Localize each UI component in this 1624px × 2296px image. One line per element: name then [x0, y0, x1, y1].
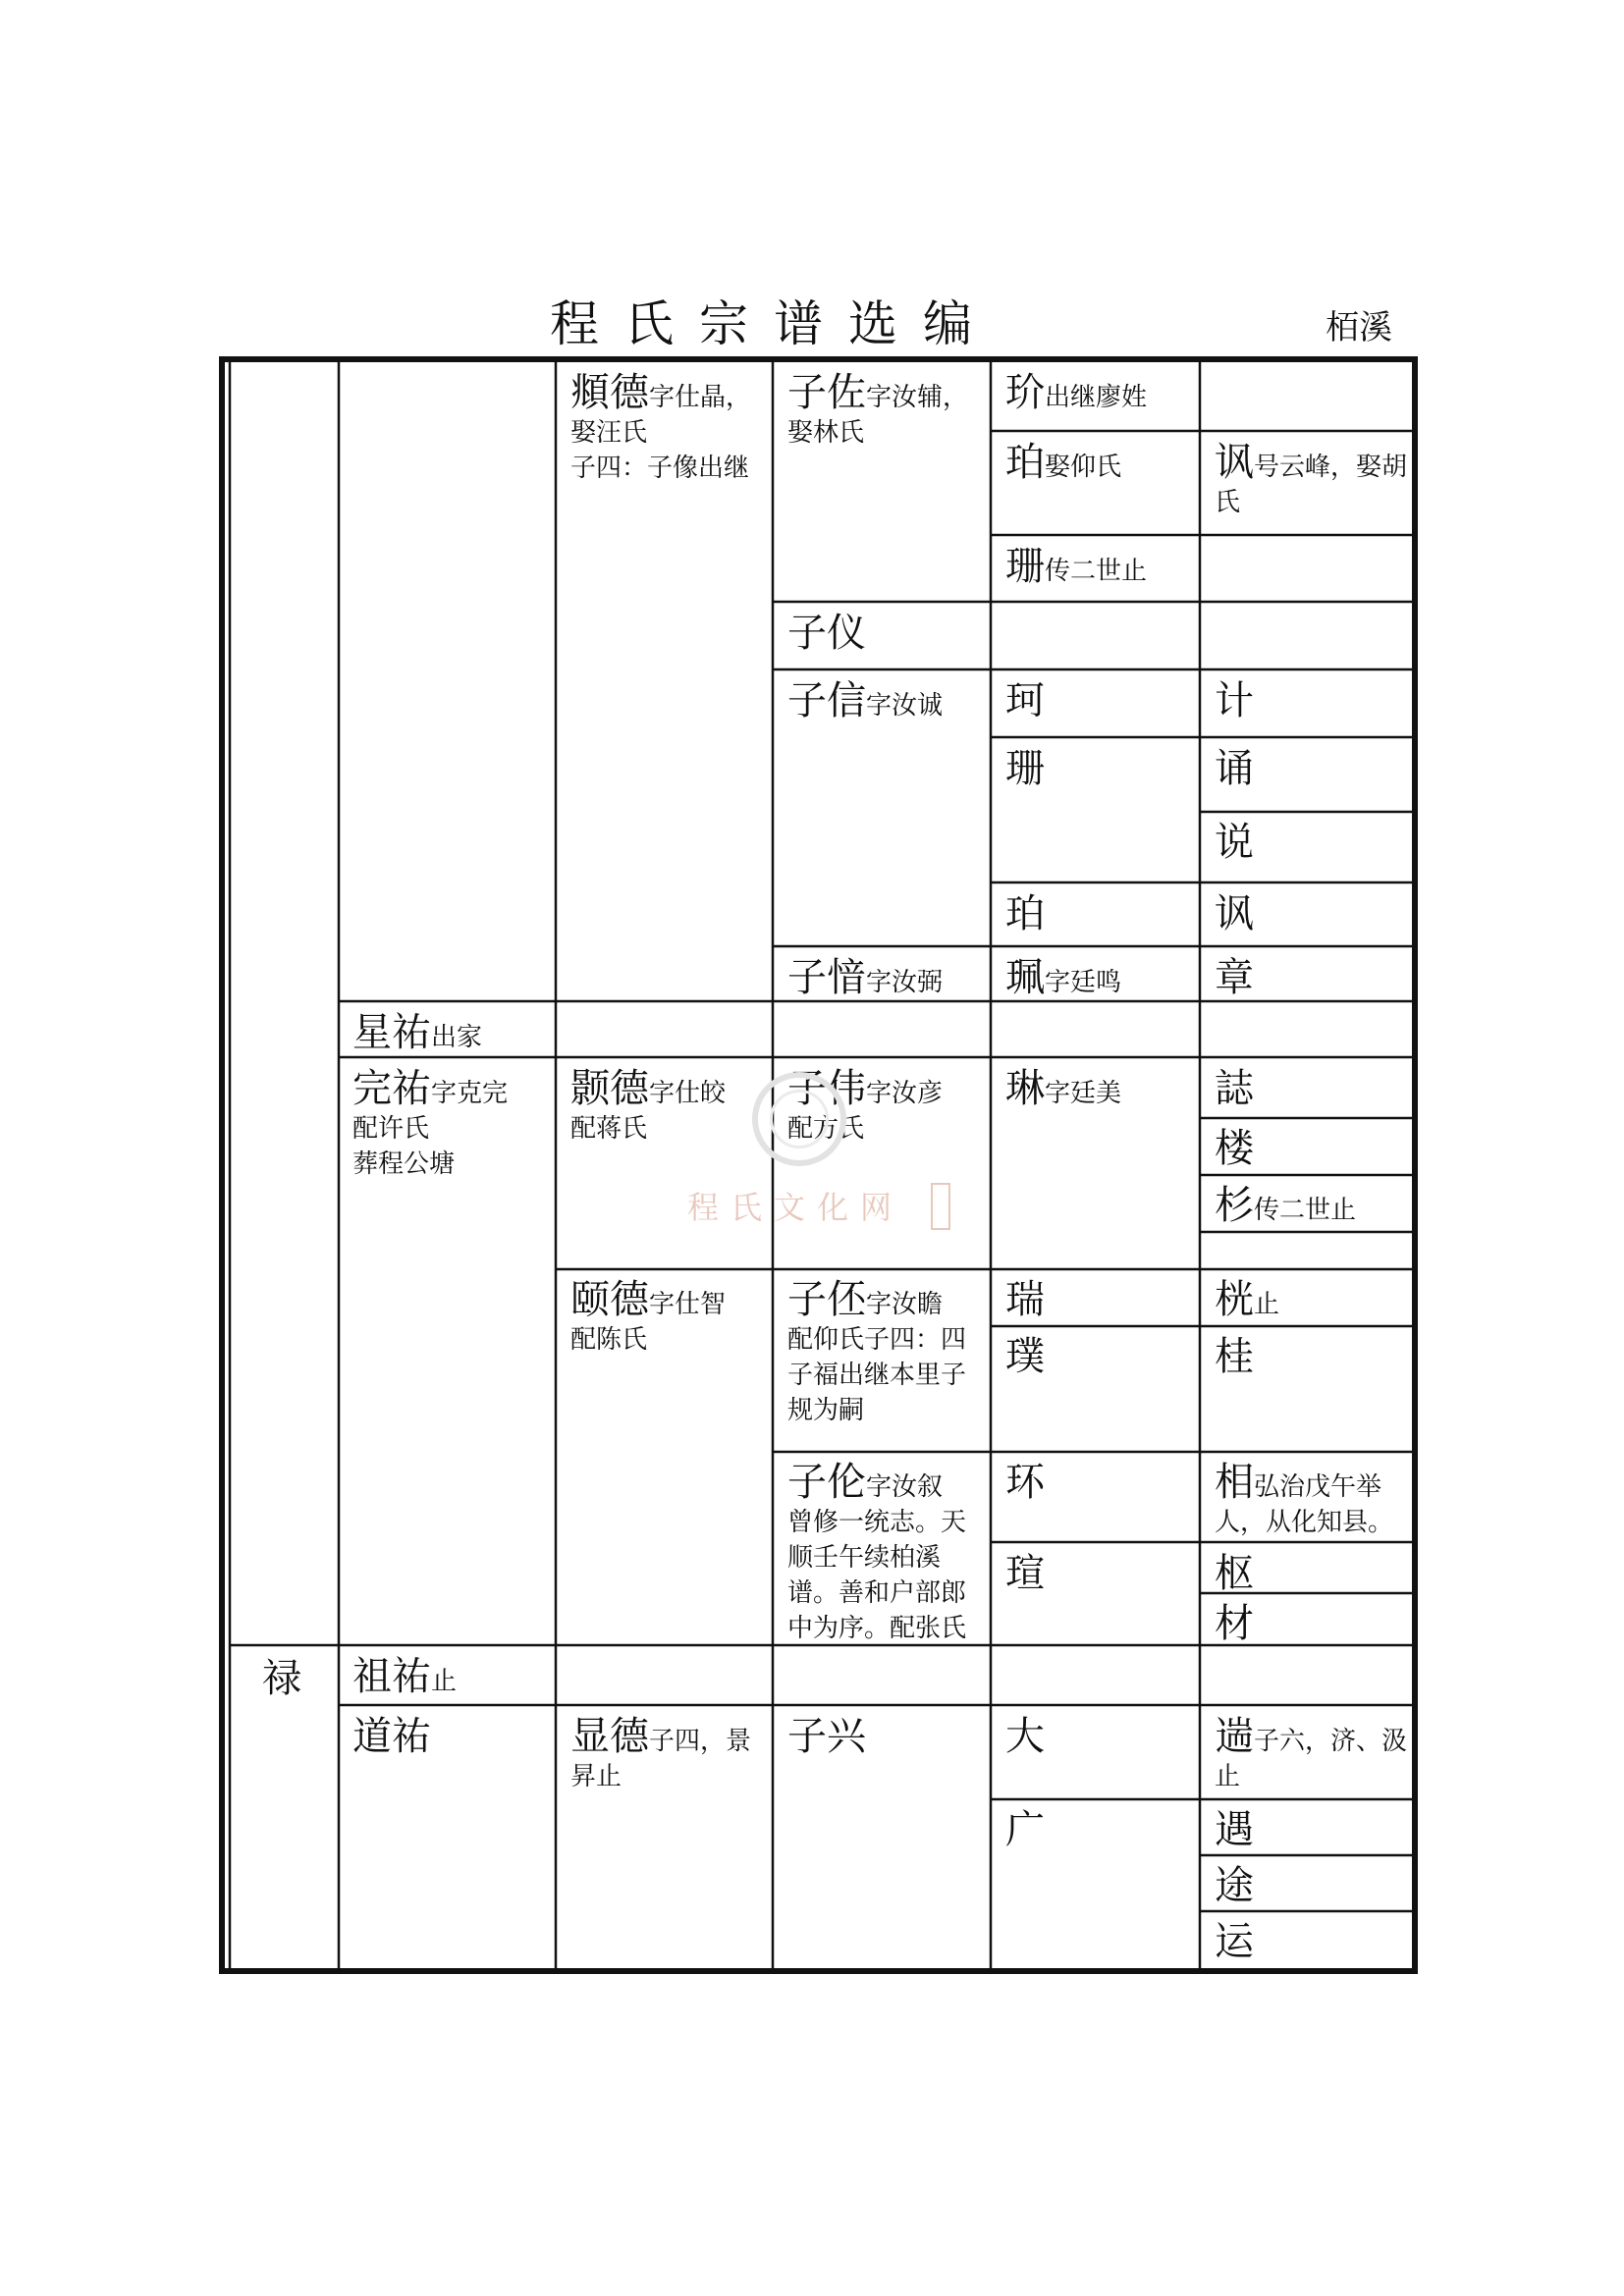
person-pu [1005, 1334, 1196, 1379]
person-wanyou [352, 1066, 549, 1182]
person-name: 遄 [1215, 1714, 1254, 1759]
person-lou [1215, 1126, 1407, 1171]
person-detail: 配方氏 [787, 1114, 865, 1144]
person-name: 桄 [1215, 1277, 1254, 1322]
person-name: 完祐 [352, 1066, 431, 1111]
person-feng-1 [1215, 440, 1407, 520]
person-ziyi [787, 611, 984, 656]
person-tu [1215, 1863, 1407, 1908]
person-detail: 配陈氏 [570, 1325, 648, 1355]
person-name: 章 [1215, 955, 1254, 1000]
person-zizuo [787, 370, 984, 451]
person-note: 出继廖姓 [1045, 383, 1148, 412]
person-name: 颐德 [570, 1277, 649, 1322]
person-name: 珀 [1005, 440, 1045, 485]
person-detail: 配许氏 葬程公塘 [352, 1114, 456, 1179]
watermark-stamp-icon [931, 1183, 950, 1230]
person-note: 字廷鸣 [1045, 968, 1122, 997]
person-note: 弘治戊午举人，从化知县。 [1215, 1472, 1394, 1537]
person-feng-2 [1215, 891, 1407, 936]
person-pinde [570, 370, 767, 486]
person-note: 字汝瞻 [866, 1290, 944, 1319]
person-name: 环 [1005, 1460, 1045, 1505]
person-yu [1215, 1807, 1407, 1852]
person-shan-1 [1005, 544, 1196, 589]
person-name: 大 [1005, 1714, 1045, 1759]
person-jie [1005, 370, 1196, 415]
person-name: 珀 [1005, 891, 1045, 936]
person-name: 子伦 [787, 1460, 866, 1505]
person-gui [1215, 1334, 1407, 1379]
person-yide [570, 1277, 767, 1358]
person-name: 诵 [1215, 746, 1254, 791]
person-note: 字汝叙 [866, 1472, 944, 1502]
person-name: 琳 [1005, 1066, 1045, 1111]
person-xiang [1215, 1460, 1407, 1540]
person-note: 子六，济、汲止 [1215, 1727, 1407, 1791]
person-detail: 配仰氏子四：四子福出继本里子规为嗣 [787, 1325, 967, 1425]
person-note: 字仕皎 [649, 1079, 727, 1108]
genealogy-table [219, 356, 1418, 1974]
branch-label-lu [262, 1656, 331, 1701]
person-shu [1215, 1551, 1407, 1596]
person-name: 桂 [1215, 1334, 1254, 1379]
person-detail: 娶汪氏 子四：子像出继 [570, 418, 750, 483]
person-name: 子伟 [787, 1066, 866, 1111]
person-zipi [787, 1277, 980, 1428]
person-note: 字汝彦 [866, 1079, 944, 1108]
person-name: 誌 [1215, 1066, 1254, 1111]
region-label: 栢溪 [1326, 308, 1392, 347]
person-name: 玠 [1005, 370, 1045, 415]
person-rui [1005, 1277, 1196, 1322]
person-name: 子仪 [787, 611, 866, 656]
person-po-2 [1005, 891, 1196, 936]
person-note: 字汝辅， [866, 383, 969, 412]
person-name: 星祐 [352, 1010, 431, 1055]
person-name: 广 [1005, 1807, 1045, 1852]
person-note: 字汝弼 [866, 968, 944, 997]
person-note: 字仕智 [649, 1290, 727, 1319]
person-name: 子愔 [787, 955, 866, 1000]
person-name: 珂 [1005, 678, 1045, 723]
person-duan [1215, 1714, 1407, 1794]
person-name: 子伾 [787, 1277, 866, 1322]
person-note: 止 [431, 1667, 458, 1696]
person-ziyin [787, 955, 984, 1000]
person-detail: 曾修一统志。天顺壬午续柏溪谱。善和户部郎中为序。配张氏 [787, 1508, 967, 1643]
person-name: 珊 [1005, 544, 1045, 589]
person-name: 子兴 [787, 1714, 866, 1759]
person-note: 号云峰，娶胡氏 [1215, 453, 1407, 517]
person-name: 运 [1215, 1919, 1254, 1964]
person-shan-2 [1005, 746, 1196, 791]
person-xingyou [352, 1010, 549, 1055]
person-name: 瑞 [1005, 1277, 1045, 1322]
person-zuyou [352, 1654, 549, 1699]
person-name: 材 [1215, 1601, 1254, 1646]
person-shanmu [1215, 1183, 1407, 1228]
person-zixing [787, 1714, 984, 1759]
person-name: 计 [1215, 678, 1254, 723]
person-note: 字廷美 [1045, 1079, 1122, 1108]
person-name: 枢 [1215, 1551, 1254, 1596]
person-zhi [1215, 1066, 1407, 1111]
person-detail: 配蒋氏 [570, 1114, 648, 1144]
person-note: 字克完 [431, 1079, 509, 1108]
person-name: 杉 [1215, 1183, 1254, 1228]
person-name: 璞 [1005, 1334, 1045, 1379]
person-name: 子信 [787, 678, 866, 723]
person-yun [1215, 1919, 1407, 1964]
person-name: 道祐 [352, 1714, 431, 1759]
person-da [1005, 1714, 1196, 1759]
person-name: 珮 [1005, 955, 1045, 1000]
person-detail: 娶林氏 [787, 418, 865, 448]
person-xiande [570, 1714, 767, 1794]
branch-name: 禄 [262, 1656, 301, 1701]
person-name: 途 [1215, 1863, 1254, 1908]
person-cai [1215, 1601, 1407, 1646]
person-name: 祖祐 [352, 1654, 431, 1699]
person-name: 遇 [1215, 1807, 1254, 1852]
person-name: 珊 [1005, 746, 1045, 791]
person-note: 传二世止 [1045, 557, 1148, 586]
person-note: 传二世止 [1254, 1196, 1357, 1225]
person-ji [1215, 678, 1407, 723]
person-guang-5 [1005, 1807, 1196, 1852]
person-po-1 [1005, 440, 1196, 485]
person-name: 頫德 [570, 370, 649, 415]
person-name: 楼 [1215, 1126, 1254, 1171]
person-daoyou [352, 1714, 549, 1759]
person-huan [1005, 1460, 1196, 1505]
person-name: 讽 [1215, 440, 1254, 485]
watermark-text: 程氏文化网 [687, 1189, 904, 1226]
person-name: 讽 [1215, 891, 1254, 936]
person-note: 子四，景昇止 [570, 1727, 752, 1791]
person-name: 说 [1215, 820, 1254, 865]
watermark-seal-icon [752, 1072, 846, 1166]
person-ke [1005, 678, 1196, 723]
person-guang-6 [1215, 1277, 1407, 1322]
person-pei [1005, 955, 1196, 1000]
person-note: 字仕晶， [649, 383, 752, 412]
person-name: 瑄 [1005, 1551, 1045, 1596]
person-zilun [787, 1460, 980, 1646]
person-note: 字汝诚 [866, 691, 944, 721]
person-name: 相 [1215, 1460, 1254, 1505]
page-title: 程氏宗谱选编 [550, 295, 998, 352]
person-zhang [1215, 955, 1407, 1000]
person-name: 显德 [570, 1714, 649, 1759]
person-song [1215, 746, 1407, 791]
person-name: 颢德 [570, 1066, 649, 1111]
person-hode [570, 1066, 767, 1147]
person-lin [1005, 1066, 1196, 1111]
person-shuo [1215, 820, 1407, 865]
person-xuan [1005, 1551, 1196, 1596]
person-name: 子佐 [787, 370, 866, 415]
person-note: 出家 [431, 1023, 483, 1052]
person-note: 娶仰氏 [1045, 453, 1122, 482]
person-zixin [787, 678, 984, 723]
person-note: 止 [1254, 1290, 1280, 1319]
